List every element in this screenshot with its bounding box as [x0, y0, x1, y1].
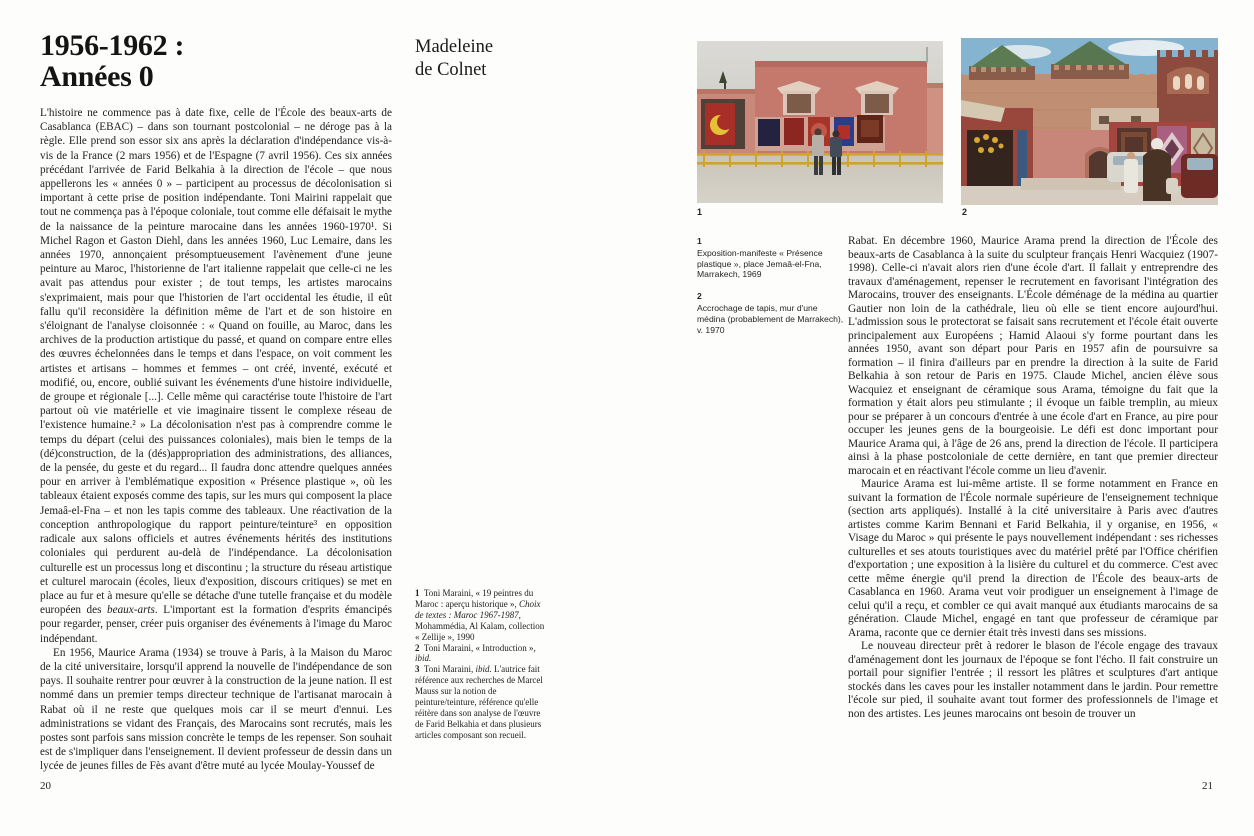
right-paragraph-3: Le nouveau directeur prêt à redorer le blason de l'école engage des travaux d'aménagement dont les journaux de l'époque se font l'écho. Il fait construire un portail pour signifier l'entrée ; il ressort les plâtres et sculptures d'art antique stockés dans les caves pour les installer notamment dans le jardin. Pour remettre l'école sur pied, il souhaite avant tout former des professionnels de l'image et non des artistes. Les jeunes marocains ont besoin de trouver un: [848, 640, 1218, 720]
caption-1: [697, 236, 847, 280]
photo-medina-tapis: [961, 38, 1218, 205]
author-line1: Madeleine: [415, 37, 494, 57]
footnote-1: [415, 588, 547, 643]
caption-column: [697, 236, 847, 346]
footnote-3-number: 3: [415, 664, 420, 675]
right-paragraph-1: Rabat. En décembre 1960, Maurice Arama prend la direction de l'École des beaux-arts de Casablanca à la suite du sculpteur français Henri Wacquiez (1907-1998). Celle-ci n'avait alors rien d'une école d'art. Il fallait y entreprendre des travaux d'aménagement, repenser le recrutement en favorisant l'intégration des Marocains, trouver des enseignants. L'École déménage de la médina au quartier Gautier non loin de la cathédrale, lieu où elle se tient encore aujourd'hui. L'admission sous le protectorat se faisait sans recrutement et l'école était ouverte principalement aux Européens ; Hamid Alaoui s'y forme pourtant dans les années 1950, avant son départ pour Paris en 1957 afin de poursuivre sa formation – il finira d'ailleurs par en prendre la direction à la suite de Farid Belkahia à son retour de Paris en 1975. Claude Michel, ancien élève sous Wacquiez et enseignant de céramique sous Arama, témoigne du fait que la formation y était alors peu stimulante ; il évoque un faible tremplin, au mieux pour se préparer à un concours d'entrée à une école d'art en France, au pire pour occuper les jeunes gens de la bourgeoisie. Le défi est donc important pour Maurice Arama qui, à l'âge de 26 ans, prend la direction de l'école. Il participera ainsi à la phase postcoloniale de cette dernière, en tant que premier directeur marocain et en réactivant l'école comme un lieu d'avenir.: [848, 235, 1218, 477]
page-number-right: 21: [1202, 780, 1213, 792]
footnote-1-number: 1: [415, 588, 420, 598]
footnote-1-text: Toni Maraini, « 19 peintres du Maroc : aperçu historique », Choix de textes : Maroc 1967-1987, Mohammédia, Al Kalam, collection « Zellije », 1990: [415, 588, 545, 642]
photo-1-number: 1: [697, 207, 703, 217]
photo-presence-plastique-image: [697, 41, 943, 203]
right-paragraph-2: Maurice Arama est lui-même artiste. Il se forme notamment en France en suivant la formation de l'École normale supérieure de l'enseignement technique (section arts appliqués). Installé à la cité universitaire à Paris avec d'autres artistes comme Karim Bennani et Farid Belkahia, il y organise, en 1956, « Visage du Maroc » qui présente le pays nouvellement indépendant : ses richesses culturelles et ses atouts touristiques avec du matériel prêté par l'Office chérifien d'exportation ; une exposition à la lisière du culturel et du commerce. C'est avec cette même énergie qu'il prend la direction de l'École des beaux-arts de Casablanca en 1960. Arama veut voir prodiguer un enseignement à l'image de celui qu'il a reçu, et combler ce qui avait manqué aux étudiants marocains de sa génération. Claude Michel, engagé en tant que professeur de céramique par Arama, raconte que ce dernier était très investi dans ses missions.: [848, 478, 1218, 639]
photo-2-number: 2: [962, 207, 968, 217]
left-paragraph-2: En 1956, Maurice Arama (1934) se trouve à Paris, à la Maison du Maroc de la cité universitaire, lorsqu'il apprend la nouvelle de l'indépendance de son pays. Il souhaite rentrer pour œuvrer à la construction de la jeune nation. Il est nommé dans un premier temps directeur technique de l'artisanat marocain à Rabat où il ne reste que quelques mois car il se meurt d'ennui. Les administrations se vidant des Français, des Marocains sont recrutés, mais les postes sont parfois sans mission concrète le temps de les repenser. Son souhait est de s'impliquer dans l'enseignement. Il devient professeur de dessin dans un lycée de jeunes filles de Fès avant d'être muté au lycée Moulay-Youssef de: [40, 646, 392, 773]
page-number-left: 20: [40, 780, 51, 792]
caption-2-text: Accrochage de tapis, mur d'une médina (probablement de Marrakech), v. 1970: [697, 302, 844, 335]
page-title-line1: 1956-1962 :: [40, 29, 185, 62]
page-title-line2: Années 0: [40, 60, 154, 93]
footnotes-block: [415, 588, 547, 741]
left-paragraph-1: L'histoire ne commence pas à date fixe, celle de l'École des beaux-arts de Casablanca (EBAC) – dans son tournant postcolonial – ne déroge pas à la règle. Elle prend son essor six ans après la déclaration d'indépendance vis-à-vis de la France (2 mars 1956) et de l'Espagne (7 avril 1956). Ces six années précédant l'arrivée de Farid Belkahia à la direction de l'école – que nous appellerons les « années 0 » – participent au processus de décolonisation si important à cette prise de position indépendante. Toni Mairini rappelait que tout ne commença pas à l'époque coloniale, tout comme elle défaisait le mythe de la naissance de la peinture marocaine dans les années 1960-1970¹. Si Michel Ragon et Gaston Diehl, dans les années 1960, Luc Lemaire, dans les années 1970, annonçaient présomptueusement l'avènement d'une jeune peinture au Maroc, l'historienne de l'art italienne rappelait que celle-ci ne les avait pas attendus pour exister ; de tout temps, les artistes marocains s'exprimaient, mais pour que l'historien de l'art occidental les étudie, il eût fallu qu'il reconsidère la définition même de l'art et de son histoire en s'éloignant de l'analyse cloisonnée : « Quand on fouille, au Maroc, dans les archives de la production artistique du passé, et quand on compare entre elles des œuvres échelonnées dans le temps et dans l'espace, on voit comment les artistes et artisans – hommes et femmes – ont créé, inventé, exécuté et modifié, ou, encore, oublié suivant les événements d'une histoire individuelle, de groupe et régionale [...]. Celle même qui caractérise toute l'histoire de l'art partout où vie matérielle et vie imaginaire tissent le complexe réseau de l'existence humaine.² » La décolonisation n'est pas à comprendre comme le temps du départ (celui des puissances coloniales), mais bien le temps de la (dé)construction, de la (dés)appropriation des administrations, des alliances, de la pensée, du geste et du regard... Il faudra donc attendre quelques années pour en arriver à l'emblématique exposition « Présence plastique », où les tableaux étaient exposés comme des tapis, sur les murs qui composent la place Jemaâ-el-Fna – et non les tapis comme des tableaux. Une réactivation de la conception anthropologique du rapport peinture/teinture³ en opposition radicale aux salons officiels et autres événements hérités des institutions coloniales qui perdurent au-delà de l'indépendance. La décolonisation culturelle est un processus long et discontinu ; la structure du réseau artistique et culturel marocain (écoles, lieux d'exposition, discours critiques) se met en place au fur et à mesure qu'elle se détache d'une tutelle française et du modèle européen des beaux-arts. L'important est la formation d'esprits émancipés pour regarder, penser, créer puis organiser des événements à l'image du Maroc indépendant.: [40, 107, 393, 645]
footnote-2-number: 2: [415, 642, 420, 653]
footnote-3-text: Toni Maraini, ibid. L'autrice fait référence aux recherches de Marcel Mauss sur la notion de peinture/teinture, référence qu'elle réitère dans son analyse de l'œuvre de Farid Belkahia et dans plusieurs articles composant son recueil.: [415, 664, 543, 740]
right-body-column: [848, 235, 1218, 721]
caption-1-number: 1: [697, 236, 702, 246]
photo-presence-plastique: [697, 41, 943, 203]
author-line2: de Colnet: [415, 60, 487, 80]
footnote-3: [415, 664, 547, 740]
page-title: [40, 30, 184, 92]
caption-1-text: Exposition-manifeste « Présence plastique », place Jemaâ-el-Fna, Marrakech, 1969: [697, 247, 823, 280]
caption-2: [697, 291, 847, 335]
author-name: [415, 36, 493, 82]
left-body-column: [40, 106, 392, 774]
footnote-2-text: Toni Maraini, « Introduction », ibid.: [415, 642, 536, 664]
photo-medina-tapis-image: [961, 38, 1218, 205]
footnote-2: [415, 643, 547, 665]
caption-2-number: 2: [697, 291, 702, 302]
